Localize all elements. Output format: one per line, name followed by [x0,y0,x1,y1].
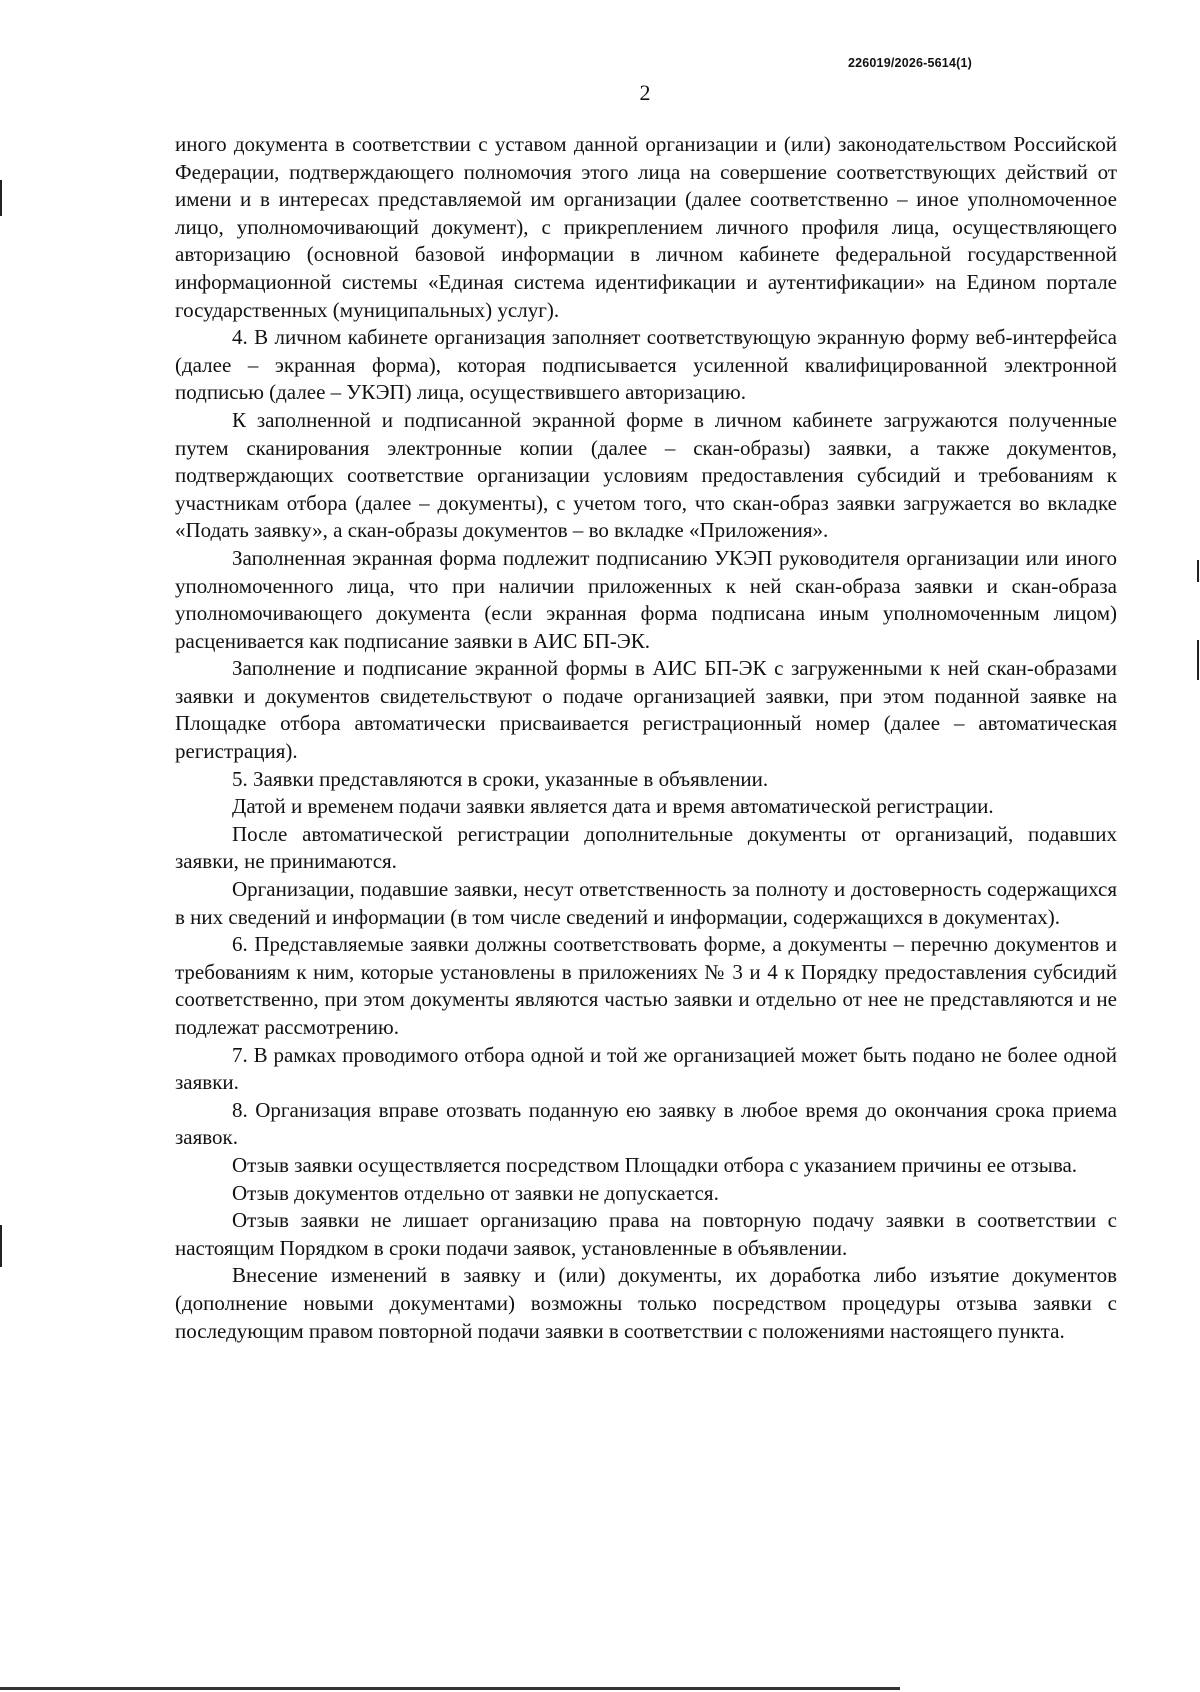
paragraph-item-4: 4. В личном кабинете организация заполняет соответствующую экранную форму веб-интерфейса (далее – экранная форма), которая подписывается усиленной квалифицированной электронной подписью (далее – УКЭП) лица, осуществившего авторизацию. [175,325,1117,405]
page-number: 2 [639,80,651,105]
scan-bottom-rule [0,1687,900,1690]
paragraph-item-8: 8. Организация вправе отозвать поданную ею заявку в любое время до окончания срока приема заявок. [175,1097,1117,1150]
paragraph-continuation: иного документа в соответствии с уставом данной организации и (или) законодательством Российской Федерации, подтверждающего полномочия этого лица на совершение соответствующих действий от имени и в интересах представляемой им организации (далее соответственно – иное уполномоченное лицо, уполномочивающий документ), с прикреплением личного профиля лица, осуществляющего авторизацию (основной базовой информации в личном кабинете федеральной государственной информационной системы «Единая система идентификации и аутентификации» на Едином портале государственных (муниципальных) услуг). [175,132,1117,322]
paragraph-registration: Заполнение и подписание экранной формы в АИС БП-ЭК с загруженными к ней скан-образами заявки и документов свидетельствуют о подаче организацией заявки, при этом поданной заявке на Площадке отбора автоматически присваивается регистрационный номер (далее – автоматическая регистрация). [175,656,1117,764]
paragraph-withdrawal-method: Отзыв заявки осуществляется посредством Площадки отбора с указанием причины ее отзыва. [232,1152,1078,1177]
scan-edge-mark-right [1197,560,1199,582]
paragraph-amendments: Внесение изменений в заявку и (или) документы, их доработка либо изъятие документов (дополнение новыми документами) возможны только посредством процедуры отзыва заявки с последующим правом повторной подачи заявки в соответствии с положениями настоящего пункта. [175,1263,1117,1343]
paragraph-signing: Заполненная экранная форма подлежит подписанию УКЭП руководителя организации или иного уполномоченного лица, что при наличии приложенных к ней скан-образа заявки и скан-образа уполномочивающего документа (если экранная форма подписана иным уполномоченным лицом) расценивается как подписание заявки в АИС БП-ЭК. [175,545,1117,653]
paragraph-resubmission: Отзыв заявки не лишает организацию права на повторную подачу заявки в соответствии с настоящим Порядком в сроки подачи заявок, установленные в объявлении. [175,1208,1117,1260]
scan-edge-mark-left [0,180,2,216]
document-registration-number: 226019/2026-5614(1) [847,56,972,70]
paragraph-scan-upload: К заполненной и подписанной экранной форме в личном кабинете загружаются полученные путем сканирования электронные копии (далее – скан-образы) заявки, а также документов, подтверждающих соответствие организации условиям предоставления субсидий и требованиям к участникам отбора (далее – документы), с учетом того, что скан-образ заявки загружается во вкладке «Подать заявку», а скан-образы документов – во вкладке «Приложения». [175,407,1117,543]
scan-edge-mark-left [0,1225,2,1267]
paragraph-documents-withdrawal: Отзыв документов отдельно от заявки не допускается. [232,1180,719,1205]
paragraph-no-additional-docs: После автоматической регистрации дополнительные документы от организаций, подавших заявки, не принимаются. [175,821,1117,874]
paragraph-submission-date: Датой и временем подачи заявки является дата и время автоматической регистрации. [232,794,994,819]
paragraph-item-5: 5. Заявки представляются в сроки, указанные в объявлении. [232,766,769,791]
paragraph-responsibility: Организации, подавшие заявки, несут ответственность за полноту и достоверность содержащихся в них сведений и информации (в том числе сведений и информации, содержащихся в документах). [175,877,1117,929]
scan-edge-mark-right [1197,640,1199,680]
document-body [175,131,1117,1345]
paragraph-item-6: 6. Представляемые заявки должны соответствовать форме, а документы – перечню документов и требованиям к ним, которые установлены в приложениях № 3 и 4 к Порядку предоставления субсидий соответственно, при этом документы являются частью заявки и отдельно от нее не представляются и не подлежат рассмотрению. [175,932,1117,1039]
paragraph-item-7: 7. В рамках проводимого отбора одной и той же организацией может быть подано не более одной заявки. [175,1042,1117,1095]
